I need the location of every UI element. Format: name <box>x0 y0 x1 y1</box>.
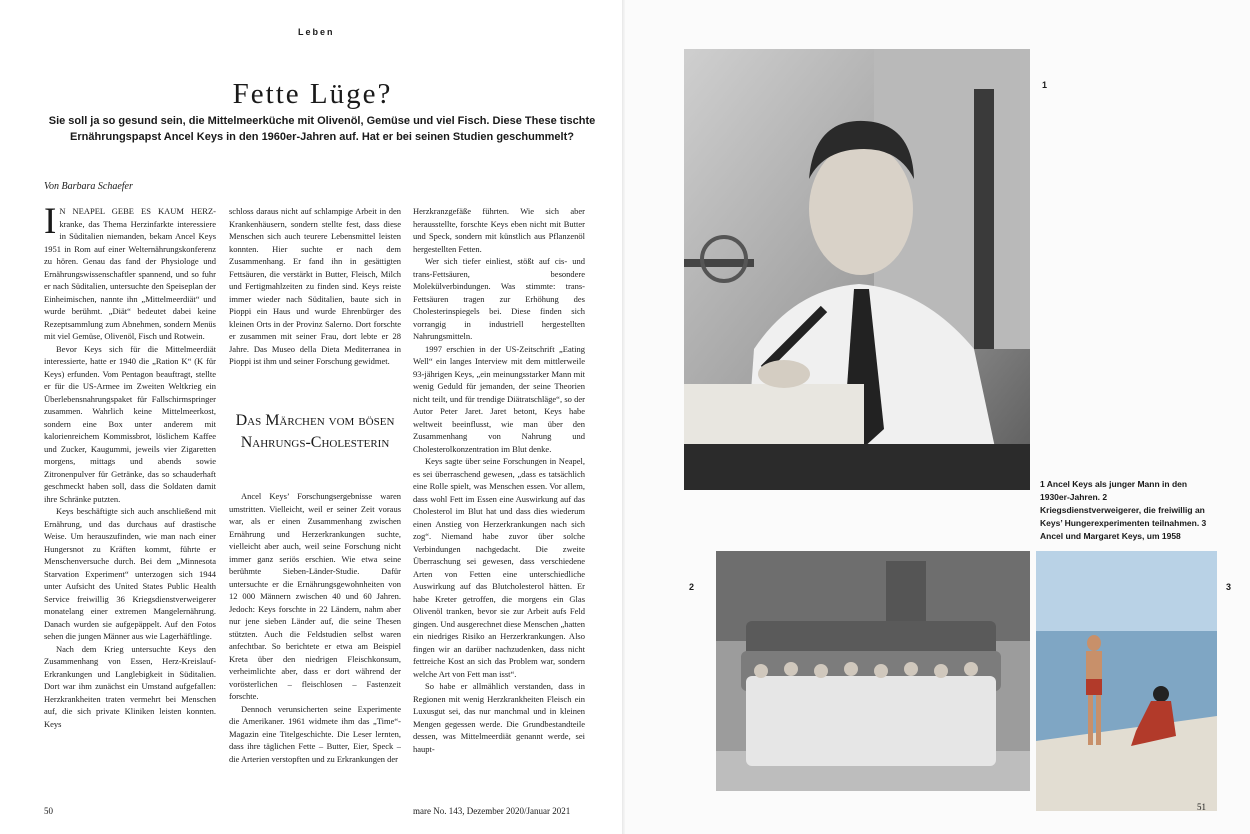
article-title: Fette Lüge? <box>232 78 393 110</box>
intro-text: N NEAPEL GEBE ES KAUM HERZ-kranke, das Thema Herzinfarkte interessiere in Süditalien niemanden, bekam Ancel Keys 1951 in Rom auf einer Welternährungskonferenz zu hören. Genau das fand der Physiologe und Ernährungswissenschaftler spannend, und so fuhr er nach Süditalien, untersuchte den Speiseplan der Einheimischen, nannte ihn „Mittelmeerdiät“ und wurde berühmt. „Diät“ bedeutet dabei keine Rezeptsammlung zum Abnehmen, sondern Menüs mit viel Gemüse, Olivenöl, Fisch und Rotwein. <box>44 206 216 341</box>
paragraph: Nach dem Krieg untersuchte Keys den Zusammenhang von Essen, Herz-Kreislauf-Erkrankungen und Langlebigkeit in Süditalien. Dort war ihm zunächst ein Umstand aufgefallen: Herzkrankheiten traten vermehrt bei Menschen auf, die sich private Kliniken leisten konnten. Keys <box>44 643 216 729</box>
photo-number-1: 1 <box>1042 80 1048 90</box>
photo-caption: 1 Ancel Keys als junger Mann in den 1930er-Jahren. 2 Kriegsdienstverweigerer, die freiwillig an Keys’ Hungerexperimenten teilnahmen. 3 Ancel und Margaret Keys, um 1958 <box>1040 479 1207 541</box>
paragraph <box>44 205 216 343</box>
drop-cap: I <box>44 205 57 242</box>
paragraph: So habe er allmählich verstanden, dass in Regionen mit wenig Herzkrankheiten Fleisch ein Luxusgut sei, das nur manchmal und in kleinen Mengen gegessen werde. Die Grundbestandteile dessen, was Mittelmeerdiät genannt werde, sei haupt- <box>413 681 585 754</box>
paragraph: Dennoch verunsicherten seine Experimente die Amerikaner. 1961 widmete ihm das „Time“-Magazin eine Titelgeschichte. Die Leser lernten, dass ihre täglichen Fette – Butter, Eier, Speck – die Arterien verstopften und zu Erkrankungen der <box>229 703 401 764</box>
photo-group-conscientious-objectors <box>716 551 1030 791</box>
magazine-issue: mare No. 143, Dezember 2020/Januar 2021 <box>413 806 571 816</box>
paragraph: Wer sich tiefer einliest, stößt auf cis- und trans-Fettsäuren, besondere Molekülverbindungen. Was stimmte: trans-Fettsäuren tragen zur Erhöhung des Cholesterinspiegels bei. Diese finden sich vorrangig in industriell hergestellten Nahrungsmitteln. <box>413 256 585 341</box>
paragraph: schloss daraus nicht auf schlampige Arbeit in den Krankenhäusern, sondern stellte fest, dass diese Menschen sich auch teurere Lebensmittel leisten konnten. Hier suchte er nach dem Zusammenhang. Er fand ihn in gesättigten Fettsäuren, die verstärkt in Butter, Fleisch, Milch und Fertigmahlzeiten zu finden sind. Keys reiste immer wieder nach Süditalien, baute sich in Pioppi ein Haus und wurde Ehrenbürger des kleinen Orts in der Provinz Salerno. Dort forschte er zusammen mit seiner Frau, dort lebte er 28 Jahre. Das Museo della Dieta Mediterranea in Pioppi ist ihm und seiner Forschung gewidmet. <box>229 206 401 366</box>
page-number-left: 50 <box>44 806 53 816</box>
text-column-2-top <box>229 205 401 370</box>
paragraph: Keys beschäftigte sich auch anschließend mit Ernährung, und das durchaus auf drastische Weise. Um herauszufinden, wie man nach einer Hungersnot zu Kräften kommt, führte er Menschenversuche durch. Bei dem „Minnesota Starvation Experiment“ unterzogen sich 1944 unter Aufsicht des United States Public Health Service freiwillig 36 Kriegsdienstverweigerer monatelang einer extremen Mangelernährung. Danach wurden sie aufgepäppelt. Auf den Fotos sehen die jungen Männer aus wie Lagerhäftlinge. <box>44 506 216 641</box>
photo-ancel-and-margaret-keys <box>1036 551 1217 811</box>
text-column-3 <box>413 205 585 792</box>
photo-ancel-keys-portrait <box>684 49 1030 490</box>
text-column-2-bottom <box>229 490 401 792</box>
photo-number-2: 2 <box>689 582 695 592</box>
section-label: Leben <box>298 27 335 37</box>
subheading: Das Märchen vom bösen Nahrungs-Cholesterin <box>235 412 395 451</box>
paragraph: Bevor Keys sich für die Mittelmeerdiät interessierte, hatte er 1940 die „Ration K“ (K für Keys) erfunden. Vom Pentagon beauftragt, stellte er für die US-Armee im Zweiten Weltkrieg ein Überlebensnahrungspaket für Fallschirmspringer zusammen. Wahrlich keine Mittelmeerkost, sondern eine Box unter anderem mit kalorienreichem Kommissbrot, löslichem Kaffee und Zucker, Kaugummi, jeweils vier Zigaretten morgens, mittags und abends sowie Zitronenpulver für Getränke, das so schauderhaft geschmeckt haben soll, dass die Soldaten damit ihre Schränke putzten. <box>44 343 216 504</box>
page-number-right: 51 <box>1197 802 1206 812</box>
author-byline: Von Barbara Schaefer <box>44 181 133 192</box>
text-column-1 <box>44 205 216 792</box>
paragraph: 1997 erschien in der US-Zeitschrift „Eating Well“ ein langes Interview mit dem mittlerweile 93-jährigen Keys, „ein meinungsstarker Mann mit wenig Geduld für jemanden, der seine Theorien nicht teilt, und für trendige Diätratschläge“, so der Autor Peter Jaret. Jaret betont, Keys habe weltweit beeinflusst, wie man über den Zusammenhang von Nahrung und Cholesterolkonzentration im Blut denke. <box>413 343 585 454</box>
paragraph: Herzkranzgefäße führten. Wie sich aber herausstellte, forschte Keys eben nicht mit Butter und Speck, sondern mit künstlich aus Pflanzenöl hergestellten Fetten. <box>413 206 585 254</box>
paragraph: Ancel Keys’ Forschungsergebnisse waren umstritten. Vielleicht, weil er seiner Zeit voraus war, als er einen Zusammenhang zwischen Ernährung und Herzerkrankungen suchte, vielleicht aber auch, weil seine Forschung nicht immer ganz seriös erschien. Wie etwa seine berühmte Sieben-Länder-Studie. Dafür untersuchte er die Ernährungsgewohnheiten von 12 000 Männern zwischen 40 und 60 Jahren. Jedoch: Keys forschte in 22 Ländern, nahm aber nur jene sieben Länder auf, die seine Thesen stützten. Auch die Feldstudien selbst waren anfechtbar. So berichtete er etwa am Beispiel Kreta über den niedrigen Fleischkonsum, verheimlichte aber, dass er dort während der vorösterlichen – fleischlosen – Fastenzeit forschte. <box>229 491 401 701</box>
paragraph: Keys sagte über seine Forschungen in Neapel, es sei überraschend gewesen, „dass es tatsächlich eine Rolle spielt, was Menschen essen. Vor allem, dass wohl Fett im Essen eine Auswirkung auf das Cholesterol im Blut hat und dass dies wiederum einen Anstieg von Herzerkrankungen nach sich zog“. Niemand habe zuvor über solche Verbindungen nachgedacht. Die zweite Überraschung sei gewesen, dass verschiedene Arten von Fetten eine unterschiedliche Auswirkung auf das Blutcholesterol hätten. Er habe Kreter getroffen, die morgens ein Glas Olivenöl tranken, bevor sie zur Arbeit aufs Feld gingen. Und ausgerechnet diese Menschen „hatten ein niedriges Risiko an Herzerkrankungen. Also fingen wir an darüber nachzudenken, dass nicht fettreiche Kost an sich das Problem war, sondern welche Art von Fett man isst“. <box>413 456 585 679</box>
photo-number-3: 3 <box>1226 582 1232 592</box>
article-lead: Sie soll ja so gesund sein, die Mittelmeerküche mit Olivenöl, Gemüse und viel Fisch. Diese These tischte Ernährungspapst Ancel Keys in den 1960er-Jahren auf. Hat er bei seinen Studien geschummelt? <box>48 115 596 143</box>
